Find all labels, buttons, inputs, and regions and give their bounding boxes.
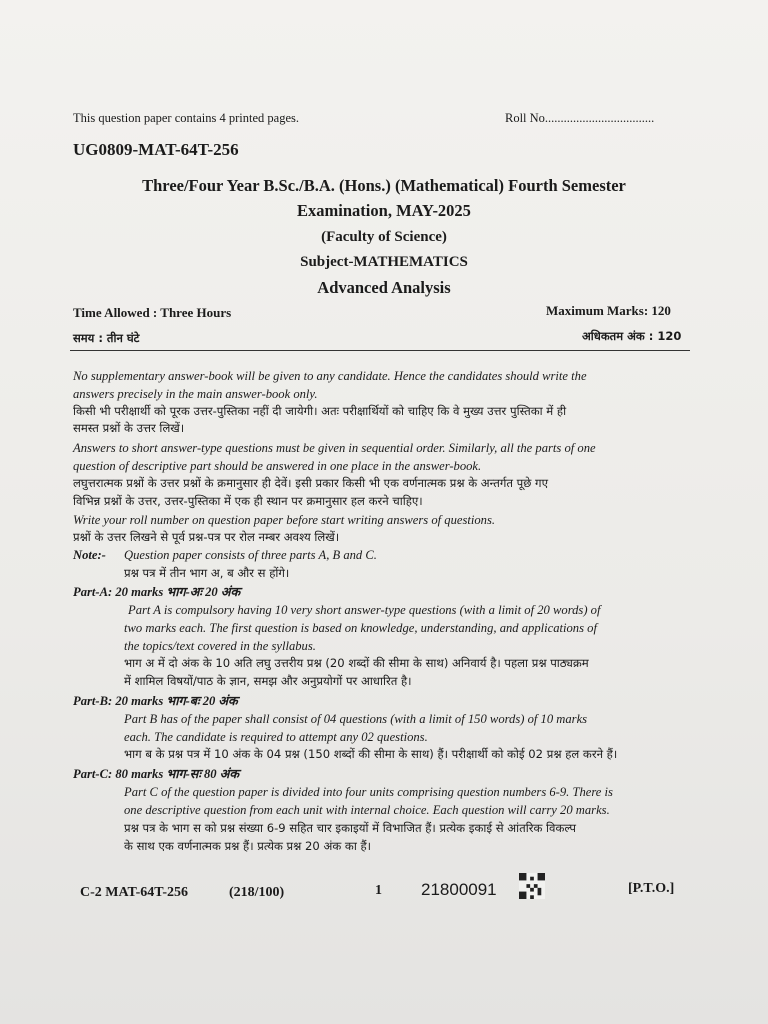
part-a-hi-1: भाग अ में दो अंक के 10 अति लघु उत्तरीय प्रश्न (20 शब्दों की सीमा के साथ) अनिवार्य है। पहला प्रश्न पाठ्यक्रम	[124, 656, 589, 670]
instruction-2-hi-a: लघुत्तरात्मक प्रश्नों के उत्तर प्रश्नों के क्रमानुसार ही देवें। इसी प्रकार किसी भी एक वर्णनात्मक प्रश्न के अन्तर्गत पूछे गए	[73, 476, 548, 490]
instruction-1-hi-b: समस्त प्रश्नों के उत्तर लिखें।	[73, 421, 185, 435]
paper-title: Advanced Analysis	[317, 278, 451, 297]
instruction-3-en: Write your roll number on question paper before start writing answers of questions.	[73, 513, 496, 527]
part-a-hi-2: में शामिल विषयों/पाठ के ज्ञान, समझ और अनुप्रयोगों पर आधारित है।	[124, 674, 412, 688]
footer-print-count: (218/100)	[229, 885, 285, 900]
part-b-en-2: each. The candidate is required to attempt any 02 questions.	[124, 730, 428, 744]
part-b-en-1: Part B has of the paper shall consist of 04 questions (with a limit of 150 words) of 10 marks	[124, 712, 588, 726]
pages-note: This question paper contains 4 printed pages.	[73, 111, 299, 125]
faculty-line: (Faculty of Science)	[321, 229, 447, 245]
part-b-label: Part-B: 20 marks भाग-बः 20 अंक	[73, 694, 238, 708]
max-marks-en: Maximum Marks: 120	[546, 303, 671, 318]
exam-title-line1: Three/Four Year B.Sc./B.A. (Hons.) (Mathematical) Fourth Semester	[142, 176, 626, 195]
max-marks-hi: अधिकतम अंक : 120	[582, 329, 682, 343]
part-a-en-1: Part A is compulsory having 10 very short answer-type questions (with a limit of 20 words) of	[128, 603, 601, 617]
part-a-en-2: two marks each. The first question is based on knowledge, understanding, and applications of	[124, 621, 597, 635]
paper-code: UG0809-MAT-64T-256	[73, 140, 239, 159]
time-allowed-en: Time Allowed : Three Hours	[73, 305, 232, 320]
time-allowed-hi: समय : तीन घंटे	[73, 331, 140, 345]
subject-line: Subject-MATHEMATICS	[300, 254, 468, 270]
part-b-hi-1: भाग ब के प्रश्न पत्र में 10 अंक के 04 प्रश्न (150 शब्दों की सीमा के साथ) हैं। परीक्षार्थी को कोई 02 प्रश्न हल करने हैं।	[124, 747, 618, 761]
exam-title-line2: Examination, MAY-2025	[297, 201, 471, 220]
note-en: Question paper consists of three parts A, B and C.	[124, 548, 377, 562]
instruction-1-en-a: No supplementary answer-book will be given to any candidate. Hence the candidates should write the	[73, 369, 587, 383]
footer-serial-number: 21800091	[421, 880, 497, 899]
footer-paper-code: C-2 MAT-64T-256	[80, 885, 188, 900]
instruction-2-en-b: question of descriptive part should be answered in one place in the answer-book.	[73, 459, 482, 473]
part-c-label: Part-C: 80 marks भाग-सः 80 अंक	[73, 767, 240, 781]
instruction-3-hi: प्रश्नों के उत्तर लिखने से पूर्व प्रश्न-पत्र पर रोल नम्बर अवश्य लिखें।	[73, 530, 340, 544]
footer-pto: [P.T.O.]	[628, 881, 675, 896]
part-c-en-2: one descriptive question from each unit with internal choice. Each question will carry 20 marks.	[124, 803, 610, 817]
note-hi: प्रश्न पत्र में तीन भाग अ, ब और स होंगे।	[124, 566, 290, 580]
instruction-1-en-b: answers precisely in the main answer-book only.	[73, 387, 318, 401]
part-c-en-1: Part C of the question paper is divided into four units comprising question numbers 6-9. There is	[124, 785, 613, 799]
footer-page-number: 1	[375, 883, 382, 898]
note-label: Note:-	[73, 548, 106, 562]
instruction-1-hi-a: किसी भी परीक्षार्थी को पूरक उत्तर-पुस्तिका नहीं दी जायेगी। अतः परीक्षार्थियों को चाहिए कि वे मुख्य उत्तर पुस्तिका में ही	[73, 404, 567, 418]
instruction-2-en-a: Answers to short answer-type questions must be given in sequential order. Similarly, all the parts of one	[73, 441, 596, 455]
part-c-hi-1: प्रश्न पत्र के भाग स को प्रश्न संख्या 6-9 सहित चार इकाइयों में विभाजित हैं। प्रत्येक इकाई से आंतरिक विकल्प	[124, 821, 576, 835]
roll-number-field: Roll No...................................	[505, 111, 655, 125]
qr-code-icon	[519, 873, 545, 899]
header-divider	[70, 350, 690, 351]
instruction-2-hi-b: विभिन्न प्रश्नों के उत्तर, उत्तर-पुस्तिका में एक ही स्थान पर क्रमानुसार हल करने चाहिए।	[73, 494, 423, 508]
part-a-en-3: the topics/text covered in the syllabus.	[124, 639, 316, 653]
part-a-label: Part-A: 20 marks भाग-अः 20 अंक	[73, 585, 241, 599]
part-c-hi-2: के साथ एक वर्णनात्मक प्रश्न हैं। प्रत्येक प्रश्न 20 अंक का हैं।	[124, 839, 372, 853]
